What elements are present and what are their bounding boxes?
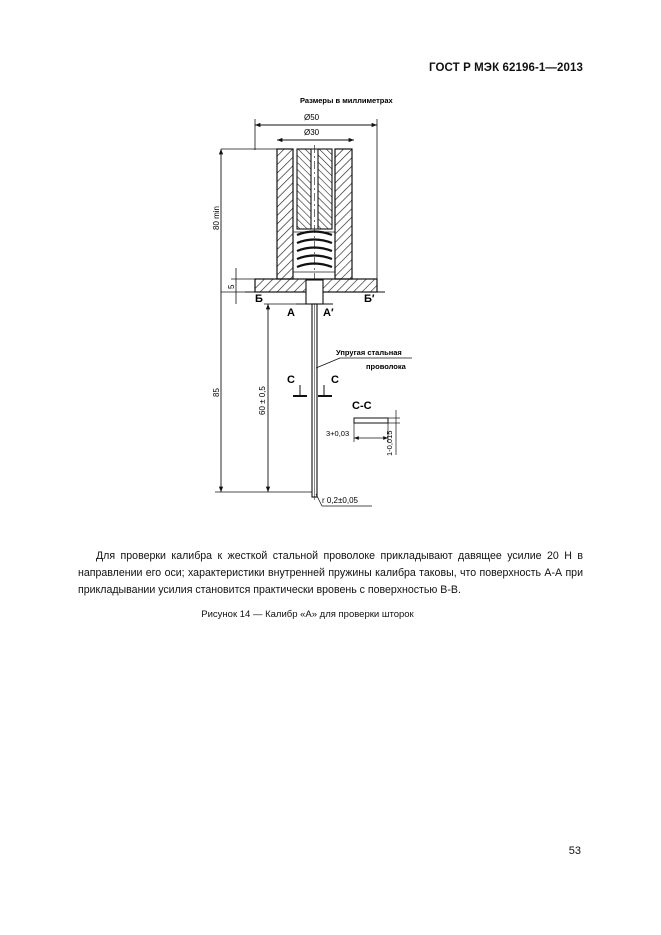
page-number: 53 xyxy=(568,845,581,857)
body-text: Для проверки калибра к жесткой стальной проволоке прикладывают давящее усилие 20 Н в направлении его оси; характеристики внутренней пружины калибра таковы, что поверхность А-А при прикладывании усилия становится практически вровень с поверхностью В-В. xyxy=(78,550,583,596)
total-length-label: 85 xyxy=(212,388,221,397)
figure-caption: Рисунок 14 — Калибр «А» для проверки шторок xyxy=(201,609,414,620)
radius-label: r 0,2±0,05 xyxy=(322,496,358,505)
flange-label: 5 xyxy=(227,284,236,289)
label-b-prime: Б′ xyxy=(364,293,375,305)
label-a-prime: A′ xyxy=(323,307,334,319)
body-paragraph xyxy=(78,548,583,599)
standard-header: ГОСТ Р МЭК 62196-1—2013 xyxy=(429,62,583,74)
section-thickness-label: 1-0,015 xyxy=(385,430,394,456)
height-min-label: 80 min xyxy=(212,205,221,230)
label-b: Б xyxy=(255,293,263,305)
wire-callout-1: Упругая стальная xyxy=(336,348,402,357)
inner-diameter-label: Ø30 xyxy=(304,128,320,137)
figure-caption-wrap xyxy=(0,609,661,620)
section-title: C-C xyxy=(352,400,372,412)
section-width-label: 3+0,03 xyxy=(326,429,350,438)
section-c-left: C xyxy=(287,374,295,386)
wire-callout-2: проволока xyxy=(366,362,406,371)
outer-diameter-label: Ø50 xyxy=(304,113,320,122)
units-note: Размеры в миллиметрах xyxy=(300,96,393,105)
label-a: A xyxy=(287,307,295,319)
section-c-right: C xyxy=(331,374,339,386)
wire-length-label: 60 ± 0,5 xyxy=(258,386,267,415)
